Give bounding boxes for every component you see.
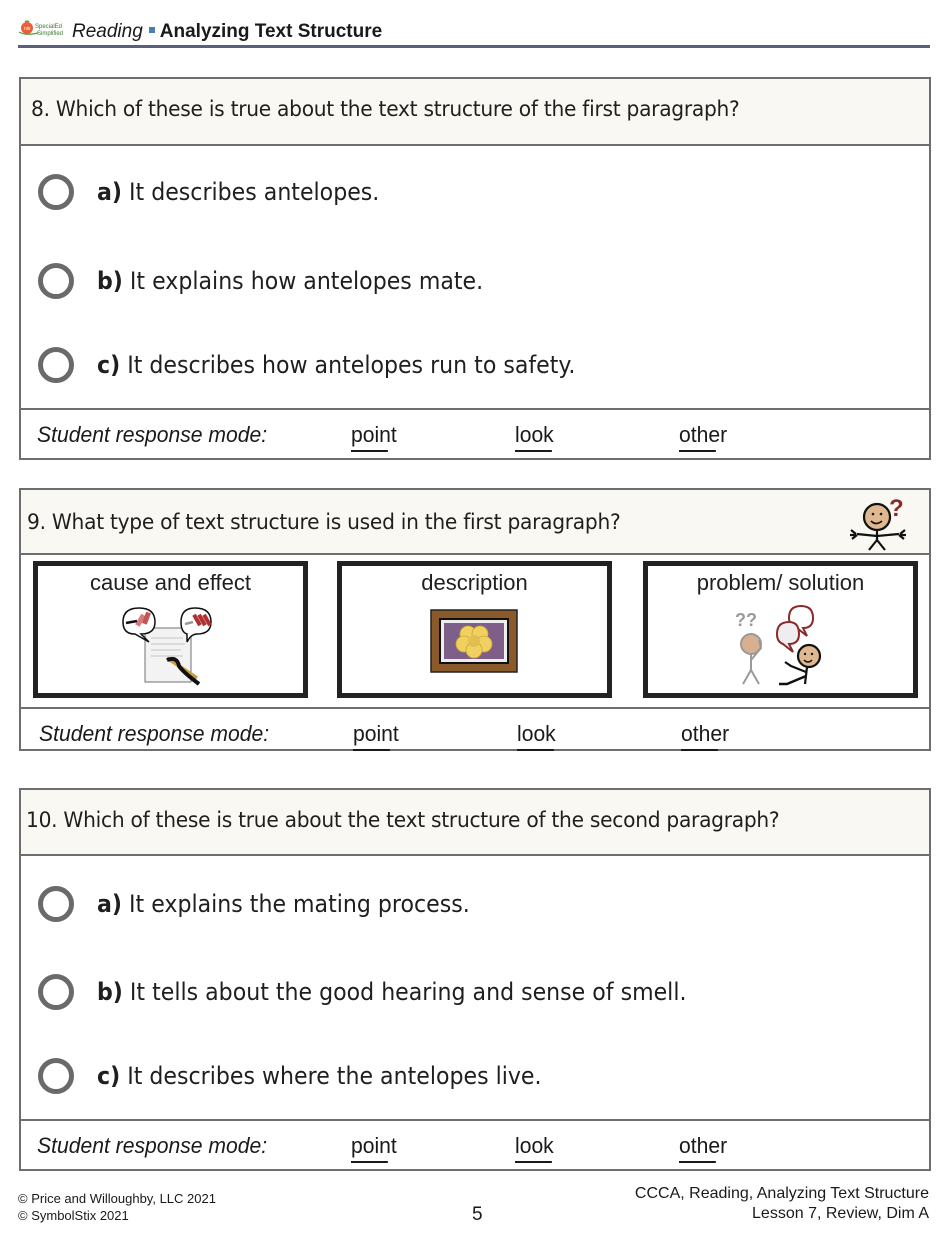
radio-button[interactable] [38,347,74,383]
radio-button[interactable] [38,174,74,210]
question-10 [19,788,931,1171]
response-mode-row [21,408,929,458]
blank-line[interactable] [679,434,716,452]
question-8-options [21,146,929,408]
response-mode-row [21,707,929,757]
card-description[interactable]: description [337,561,612,698]
blank-line[interactable] [351,1145,388,1163]
option-10b[interactable]: b) It tells about the good hearing and sense of smell. [21,970,738,1014]
svg-text:SpecialEd: SpecialEd [35,24,63,30]
question-9-header [21,490,929,555]
question-8 [19,77,931,460]
radio-button[interactable] [38,1058,74,1094]
blank-line[interactable] [679,1145,716,1163]
svg-text:??: ?? [734,610,757,630]
blank-line[interactable] [517,733,554,751]
footer-copyright: © Price and Willoughby, LLC 2021 © SymbolStix 2021 [18,1191,216,1223]
option-10a[interactable]: a) It explains the mating process. [21,882,502,926]
response-mode-label: Student response mode: [37,1133,268,1158]
option-8b[interactable]: b) It explains how antelopes mate. [21,259,517,303]
response-look[interactable]: look [515,422,554,448]
question-9-title: 9. What type of text structure is used in the first paragraph? [27,510,621,535]
response-look[interactable]: look [517,721,556,747]
option-8c[interactable]: c) It describes how antelopes run to safety. [21,343,617,387]
blank-line[interactable] [681,733,718,751]
response-other[interactable]: other [681,721,729,747]
footer-course-info: CCCA, Reading, Analyzing Text Structure Lesson 7, Review, Dim A [634,1185,929,1222]
response-mode-label: Student response mode: [39,721,270,746]
separator-square-icon [149,27,155,33]
blank-line[interactable] [351,434,388,452]
svg-text:nis: nis [24,26,31,32]
page-title [72,21,382,43]
confused-person-question-icon [841,494,911,552]
card-cause-and-effect[interactable]: cause and effect [33,561,308,698]
question-10-title: 10. Which of these is true about the text structure of the second paragraph? [26,808,780,833]
blank-line[interactable] [515,1145,552,1163]
response-mode-label: Student response mode: [37,422,268,447]
response-other[interactable]: other [679,422,727,448]
question-8-title: 8. Which of these is true about the text structure of the first paragraph? [31,97,740,122]
problem-solution-people-icon [731,604,831,690]
svg-text:Simplified: Simplified [37,31,64,37]
question-8-header [21,79,929,146]
response-look[interactable]: look [515,1133,554,1159]
blank-line[interactable] [353,733,390,751]
response-other[interactable]: other [679,1133,727,1159]
page-number: 5 [472,1204,483,1225]
svg-text:?: ? [889,495,904,522]
question-9 [19,488,931,751]
page-header [18,18,930,48]
radio-button[interactable] [38,886,74,922]
response-mode-row [21,1119,929,1169]
card-problem-solution[interactable]: problem/ solution ?? [643,561,918,698]
question-10-header [21,790,929,856]
response-point[interactable]: point [351,422,397,448]
question-10-options [21,856,929,1119]
framed-flower-picture-icon [430,609,520,675]
blank-line[interactable] [515,434,552,452]
answer-cards [21,555,929,707]
response-point[interactable]: point [353,721,399,747]
specialed-logo-icon [18,20,68,38]
topic: Analyzing Text Structure [159,21,383,42]
radio-button[interactable] [38,263,74,299]
cause-effect-dominoes-icon [121,606,221,686]
response-point[interactable]: point [351,1133,397,1159]
subject: Reading [72,21,143,42]
option-10c[interactable]: c) It describes where the antelopes live. [21,1054,580,1098]
radio-button[interactable] [38,974,74,1010]
option-8a[interactable]: a) It describes antelopes. [21,170,404,214]
